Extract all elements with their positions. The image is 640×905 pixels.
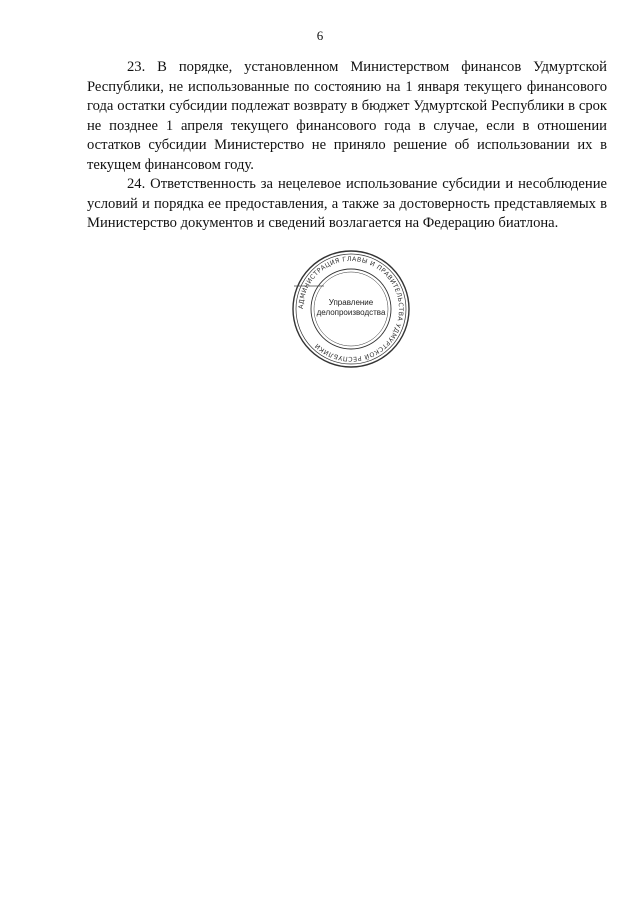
seal-center-text [290, 298, 412, 318]
seal-department-line-1: Управление [328, 298, 374, 307]
document-body [87, 58, 607, 234]
official-seal-stamp [290, 248, 412, 370]
seal-department-line-2: делопроизводства [316, 308, 386, 317]
seal-ring-text: АДМИНИСТРАЦИЯ ГЛАВЫ И ПРАВИТЕЛЬСТВА УДМУРТСКОЙ РЕСПУБЛИКИ [297, 255, 405, 363]
paragraph-23: 23. В порядке, установленном Министерством финансов Удмуртской Республики, не использованные по состоянию на 1 января текущего финансового года остатки субсидии подлежат возврату в бюджет Удмуртской Республики в срок не позднее 1 апреля текущего финансового года в случае, если в отношении остатков субсидии Министерство не приняло решение об использовании их в текущем финансовом году. [87, 59, 607, 173]
page-number: 6 [316, 28, 324, 43]
paragraph-24: 24. Ответственность за нецелевое использование субсидии и несоблюдение условий и порядка ее предоставления, а также за достоверность представляемых в Министерство документов и сведений возлагается на Федерацию биатлона. [87, 176, 607, 231]
